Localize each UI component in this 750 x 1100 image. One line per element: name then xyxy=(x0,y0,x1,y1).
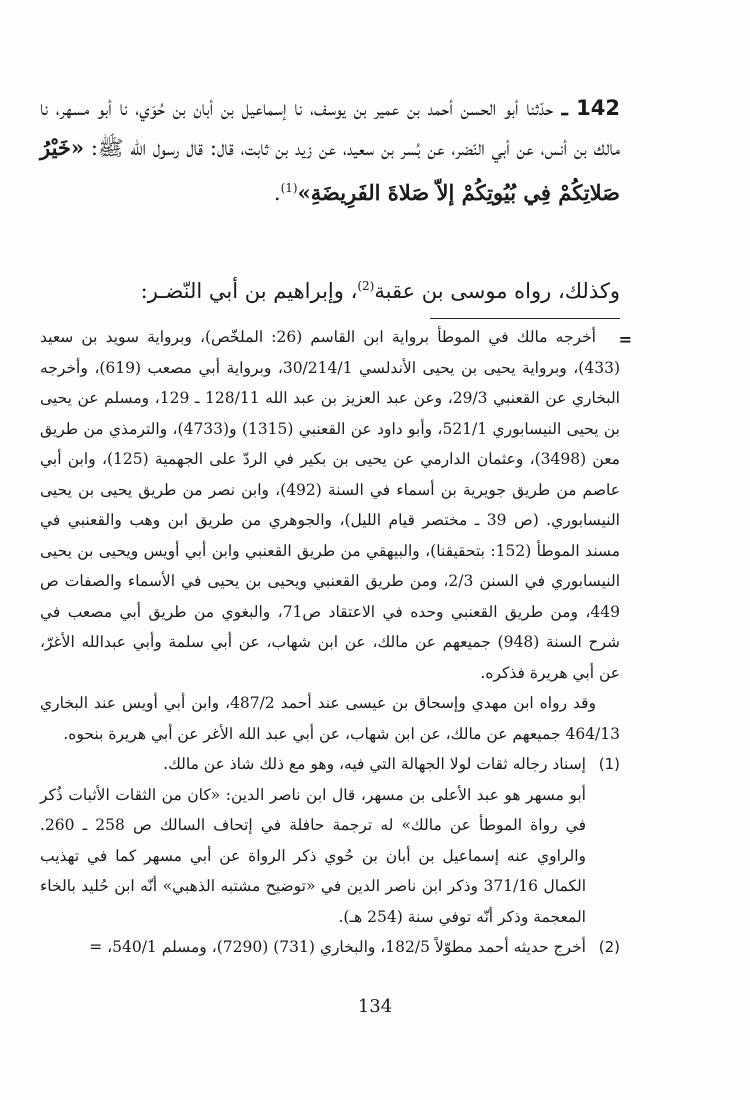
takhrij-paragraph-1: أخرجه مالك في الموطأ برواية ابن القاسم (26: الملخّص)، وبرواية سويد بن سعيد (433)، وبرواية يحيى بن يحيى الأندلسي 30/214/1، وبرواية أبي مصعب (619)، وأخرجه البخاري عن القعنبي 29/3، وعن عبد العزيز بن عبد الله 128/11 ـ 129، ومسلم عن يحيى بن يحيى النيسابوري 521/1، وأبو داود عن القعنبي (1315) و(4733)، والترمذي من طريق معن (3498)، وعثمان الدارمي عن يحيى بن بكير في الردّ على الجهمية (125)، وابن أبي عاصم من طريق جويرية بن أسماء في السنة (492)، وابن نصر من طريق يحيى بن يحيى النيسابوري. (ص 39 ـ مختصر قيام الليل)، والجوهري من طريق ابن وهب والقعنبي في مسند الموطأ (152: بتحقيقنا)، والبيهقي من طريق القعنبي وابن أبي أويس ويحيى بن يحيى النيسابوري في السنن 2/3، ومن طريق القعنبي ويحيى بن يحيى في الأسماء والصفات ص 449، ومن طريق القعنبي وحده في الاعتقاد ص71، والبغوي من طريق أبي مصعب في شرح السنة (948) جميعهم عن مالك، عن ابن شهاب، عن أبي سلمة وأبي عبدالله الأغرّ، عن أبي هريرة فذكره. xyxy=(40,328,621,682)
footnote-2-number: (2) xyxy=(598,938,620,956)
hadith-isnad: حدّثنا أبو الحسن أحمد بن عمير بن يوسف، نا إسماعيل بن أبان بن حُوَي، نا أبو مسهر، نا مالك بن أنس، عن أبي النّضر، عن بُسر بن سعيد، عن زيد بن ثابت، قال: قال رسول الله ﷺ: xyxy=(40,96,620,160)
hadith-end: . xyxy=(273,181,281,205)
hadith-number: 142 xyxy=(576,96,621,120)
footnote-1-text-2: أبو مسهر هو عبد الأعلى بن مسهر، قال ابن ناصر الدين: «كان من الثقات الأثبات ذُكر في رواة الموطأ عن مالك» له ترجمة حافلة في إتحاف السالك ص 258 ـ 260. والراوي عنه إسماعيل بن أبان بن حُوي ذكر الرواة عن أبي مسهر كما في تهذيب الكمال 371/16 وذكر ابن ناصر الدين في «توضيح مشتبه الذهبي» أنّه ابن حُليد بالخاء المعجمة وذكر أنّه توفي سنة (254 هـ). xyxy=(40,785,587,926)
footnote-separator xyxy=(430,318,620,319)
riwaya-text-b: ، وإبراهيم بن أبي النّضـر: xyxy=(140,279,358,303)
footnote-2 xyxy=(40,932,620,963)
riwaya-text-a: وكذلك، رواه موسى بن عقبة xyxy=(374,279,620,303)
page-number: 134 xyxy=(357,996,393,1017)
footnote-2-text: أخرج حديثه أحمد مطوّلاً 182/5، والبخاري (731) (7290)، ومسلم 540/1، = xyxy=(89,938,586,956)
hadith-matn: «خَيْرُ صَلاتِكُمْ فِي بُيُوتِكُمْ إلاّ صَلاةَ الفَرِيضَةِ» xyxy=(40,135,620,205)
footnote-1-number: (1) xyxy=(598,755,620,773)
footnote-1-text: إسناد رجاله ثقات لولا الجهالة التي فيه، وهو مع ذلك شاذ عن مالك. xyxy=(163,755,586,773)
footnote-ref-2[interactable]: (2) xyxy=(357,279,375,293)
footnotes-block xyxy=(40,322,620,963)
hadith-text xyxy=(40,88,620,213)
continuation-mark-top: = xyxy=(618,330,632,349)
footnote-ref-1[interactable]: (1) xyxy=(280,181,298,195)
riwaya-line xyxy=(40,266,620,311)
footnote-1 xyxy=(40,749,620,932)
hadith-dash: ـ xyxy=(553,95,577,120)
takhrij-paragraph-2: وقد رواه ابن مهدي وإسحاق بن عيسى عند أحمد 487/2، وابن أبي أويس عند البخاري 464/13 جميعهم عن مالك، عن ابن شهاب، عن أبي عبد الله الأغر عن أبي هريرة بنحوه. xyxy=(40,694,620,743)
